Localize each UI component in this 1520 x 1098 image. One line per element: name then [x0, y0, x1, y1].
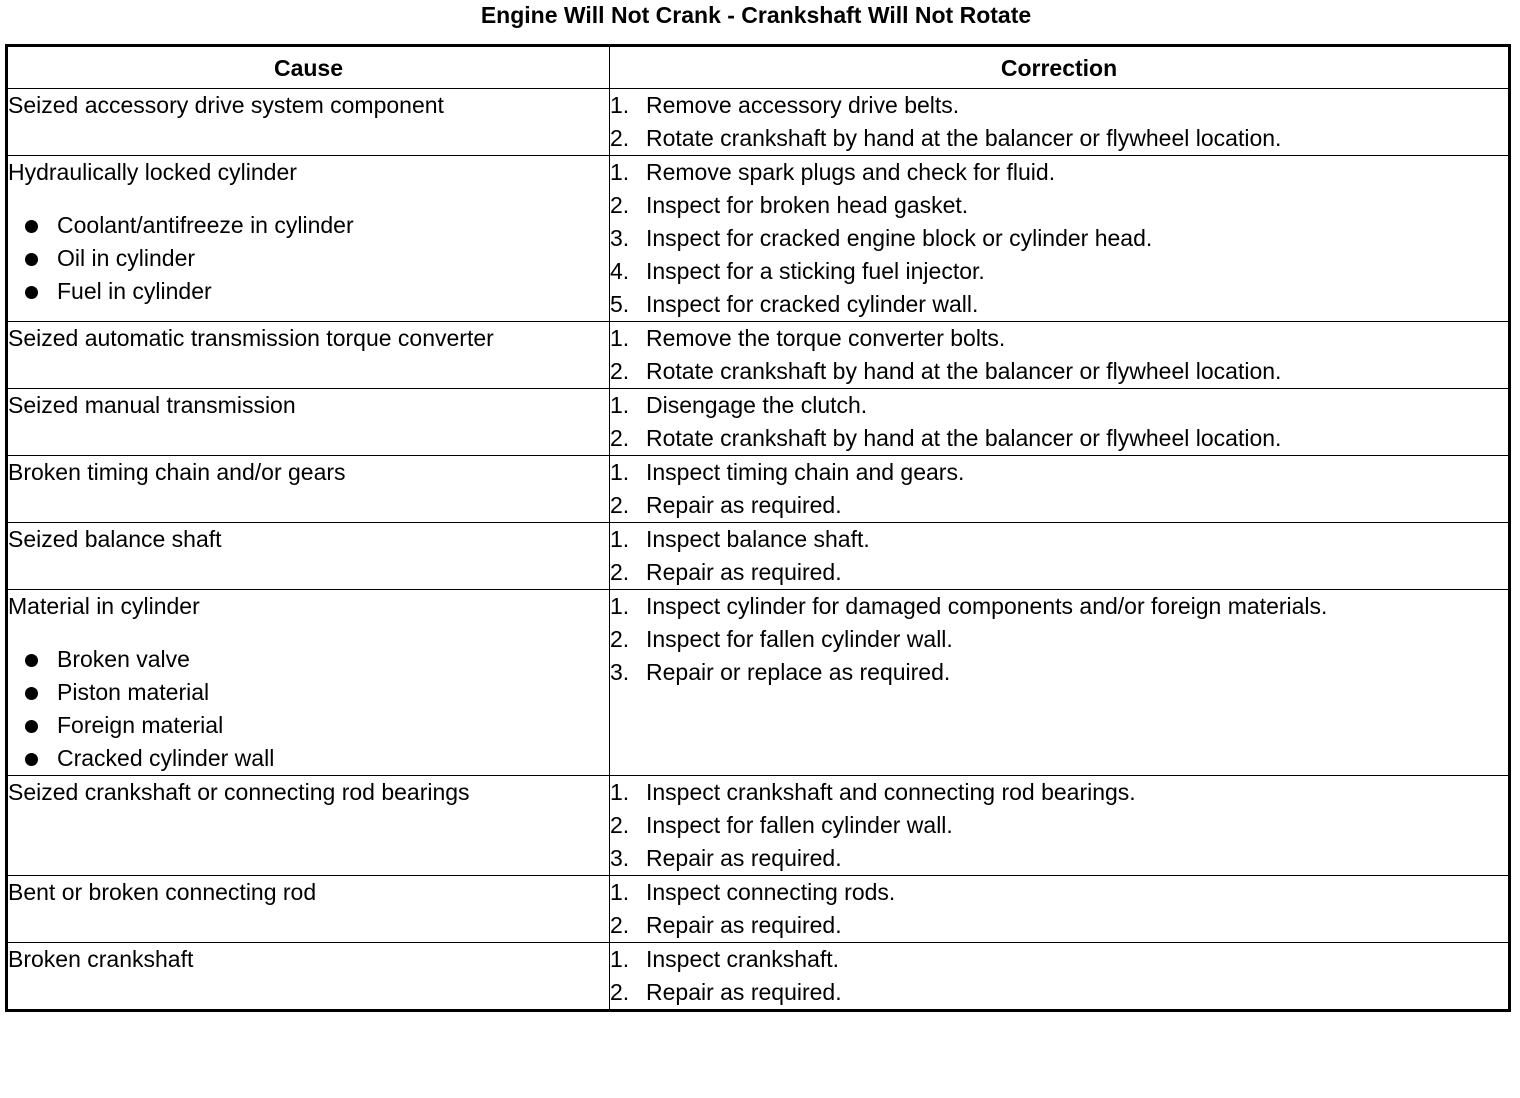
correction-step: [610, 623, 1508, 656]
step-text: Inspect for cracked cylinder wall.: [646, 291, 979, 317]
correction-step: [610, 489, 1508, 522]
step-number: 1.: [610, 392, 630, 418]
cause-cell: [7, 590, 610, 776]
correction-step: [610, 255, 1508, 288]
cause-bullet-item: [8, 242, 609, 275]
table-row: [7, 156, 1510, 322]
correction-cell: [610, 943, 1510, 1011]
step-text: Remove the torque converter bolts.: [646, 325, 1006, 351]
correction-cell: [610, 322, 1510, 389]
step-number: 3.: [610, 845, 630, 871]
step-number: 3.: [610, 225, 630, 251]
step-number: 3.: [610, 659, 630, 685]
correction-step: [610, 776, 1508, 809]
cause-bullet-text: Coolant/antifreeze in cylinder: [57, 212, 354, 238]
step-text: Inspect timing chain and gears.: [646, 459, 965, 485]
correction-step-list: [610, 89, 1508, 155]
cause-text: Seized accessory drive system component: [8, 92, 444, 118]
step-text: Repair as required.: [646, 559, 842, 585]
step-number: 1.: [610, 526, 630, 552]
cause-bullet-list: [8, 189, 609, 308]
correction-step: [610, 590, 1508, 623]
cause-text: Broken timing chain and/or gears: [8, 459, 346, 485]
step-number: 2.: [610, 425, 630, 451]
step-number: 2.: [610, 979, 630, 1005]
correction-cell: [610, 89, 1510, 156]
cause-text: Hydraulically locked cylinder: [8, 159, 297, 185]
correction-step: [610, 422, 1508, 455]
step-number: 2.: [610, 812, 630, 838]
table-row: [7, 322, 1510, 389]
bullet-dot-icon: [25, 654, 38, 667]
correction-cell: [610, 876, 1510, 943]
step-text: Repair as required.: [646, 492, 842, 518]
correction-step-list: [610, 322, 1508, 388]
step-number: 2.: [610, 192, 630, 218]
step-text: Rotate crankshaft by hand at the balancer or flywheel location.: [646, 125, 1282, 151]
bullet-dot-icon: [25, 753, 38, 766]
correction-step: [610, 909, 1508, 942]
correction-cell: [610, 456, 1510, 523]
cause-column-header: Cause: [7, 46, 610, 89]
step-text: Inspect cylinder for damaged components and/or foreign materials.: [646, 593, 1328, 619]
correction-step-list: [610, 943, 1508, 1009]
step-text: Repair as required.: [646, 979, 842, 1005]
correction-step: [610, 122, 1508, 155]
step-number: 2.: [610, 912, 630, 938]
correction-step: [610, 322, 1508, 355]
cause-text: Material in cylinder: [8, 593, 200, 619]
step-number: 5.: [610, 291, 630, 317]
cause-bullet-text: Fuel in cylinder: [57, 278, 212, 304]
correction-step: [610, 876, 1508, 909]
step-number: 1.: [610, 159, 630, 185]
cause-bullet-item: [8, 275, 609, 308]
step-number: 2.: [610, 358, 630, 384]
step-number: 1.: [610, 92, 630, 118]
correction-step-list: [610, 156, 1508, 321]
table-row: [7, 776, 1510, 876]
correction-step-list: [610, 876, 1508, 942]
step-text: Inspect for a sticking fuel injector.: [646, 258, 985, 284]
cause-cell: [7, 389, 610, 456]
correction-step: [610, 456, 1508, 489]
step-text: Repair as required.: [646, 845, 842, 871]
step-number: 2.: [610, 492, 630, 518]
cause-text: Broken crankshaft: [8, 946, 194, 972]
cause-cell: [7, 456, 610, 523]
bullet-dot-icon: [25, 720, 38, 733]
cause-bullet-item: [8, 643, 609, 676]
step-number: 4.: [610, 258, 630, 284]
document-title: Engine Will Not Crank - Crankshaft Will Not Rotate: [480, 2, 1032, 28]
correction-step: [610, 523, 1508, 556]
step-text: Inspect crankshaft.: [646, 946, 840, 972]
correction-step: [610, 288, 1508, 321]
correction-step: [610, 355, 1508, 388]
cause-bullet-text: Cracked cylinder wall: [57, 745, 275, 771]
correction-step: [610, 656, 1508, 689]
cause-bullet-item: [8, 709, 609, 742]
correction-step: [610, 189, 1508, 222]
cause-text: Seized crankshaft or connecting rod bearings: [8, 779, 470, 805]
correction-cell: [610, 389, 1510, 456]
step-text: Disengage the clutch.: [646, 392, 868, 418]
correction-step: [610, 842, 1508, 875]
step-text: Inspect connecting rods.: [646, 879, 896, 905]
correction-cell: [610, 156, 1510, 322]
step-text: Remove accessory drive belts.: [646, 92, 960, 118]
step-text: Inspect for cracked engine block or cylinder head.: [646, 225, 1153, 251]
step-text: Rotate crankshaft by hand at the balancer or flywheel location.: [646, 425, 1282, 451]
cause-cell: [7, 89, 610, 156]
step-number: 2.: [610, 626, 630, 652]
step-number: 1.: [610, 459, 630, 485]
correction-step: [610, 556, 1508, 589]
correction-step-list: [610, 590, 1508, 689]
table-row: [7, 590, 1510, 776]
cause-bullet-text: Piston material: [57, 679, 210, 705]
table-row: [7, 523, 1510, 590]
cause-cell: [7, 943, 610, 1011]
step-text: Inspect for fallen cylinder wall.: [646, 626, 953, 652]
correction-column-header: Correction: [610, 46, 1510, 89]
step-text: Inspect crankshaft and connecting rod bearings.: [646, 779, 1136, 805]
cause-bullet-list: [8, 623, 609, 775]
bullet-dot-icon: [25, 286, 38, 299]
step-number: 1.: [610, 946, 630, 972]
cause-bullet-text: Foreign material: [57, 712, 224, 738]
correction-step: [610, 809, 1508, 842]
step-text: Repair or replace as required.: [646, 659, 951, 685]
step-text: Inspect for broken head gasket.: [646, 192, 969, 218]
step-text: Inspect for fallen cylinder wall.: [646, 812, 953, 838]
correction-step: [610, 222, 1508, 255]
cause-cell: [7, 776, 610, 876]
step-text: Remove spark plugs and check for fluid.: [646, 159, 1056, 185]
cause-text: Seized automatic transmission torque converter: [8, 325, 494, 351]
troubleshooting-table: [5, 44, 1511, 1012]
cause-bullet-text: Broken valve: [57, 646, 190, 672]
bullet-dot-icon: [25, 687, 38, 700]
bullet-dot-icon: [25, 220, 38, 233]
cause-cell: [7, 156, 610, 322]
step-number: 1.: [610, 779, 630, 805]
step-text: Rotate crankshaft by hand at the balancer or flywheel location.: [646, 358, 1282, 384]
cause-bullet-item: [8, 209, 609, 242]
bullet-dot-icon: [25, 253, 38, 266]
table-row: [7, 456, 1510, 523]
cause-cell: [7, 322, 610, 389]
cause-cell: [7, 876, 610, 943]
step-number: 2.: [610, 125, 630, 151]
table-row: [7, 89, 1510, 156]
table-row: [7, 943, 1510, 1011]
table-header-row: [7, 46, 1510, 89]
step-number: 1.: [610, 325, 630, 351]
correction-step-list: [610, 389, 1508, 455]
cause-text: Seized balance shaft: [8, 526, 222, 552]
step-text: Inspect balance shaft.: [646, 526, 870, 552]
correction-step: [610, 943, 1508, 976]
cause-bullet-item: [8, 742, 609, 775]
table-row: [7, 389, 1510, 456]
step-text: Repair as required.: [646, 912, 842, 938]
correction-cell: [610, 523, 1510, 590]
cause-text: Seized manual transmission: [8, 392, 296, 418]
cause-text: Bent or broken connecting rod: [8, 879, 317, 905]
correction-step-list: [610, 523, 1508, 589]
table-row: [7, 876, 1510, 943]
correction-step-list: [610, 776, 1508, 875]
correction-step: [610, 976, 1508, 1009]
correction-step: [610, 89, 1508, 122]
cause-bullet-text: Oil in cylinder: [57, 245, 196, 271]
correction-cell: [610, 590, 1510, 776]
correction-cell: [610, 776, 1510, 876]
correction-step: [610, 389, 1508, 422]
step-number: 2.: [610, 559, 630, 585]
cause-bullet-item: [8, 676, 609, 709]
cause-cell: [7, 523, 610, 590]
step-number: 1.: [610, 593, 630, 619]
table-body: [7, 89, 1510, 1011]
correction-step-list: [610, 456, 1508, 522]
step-number: 1.: [610, 879, 630, 905]
correction-step: [610, 156, 1508, 189]
